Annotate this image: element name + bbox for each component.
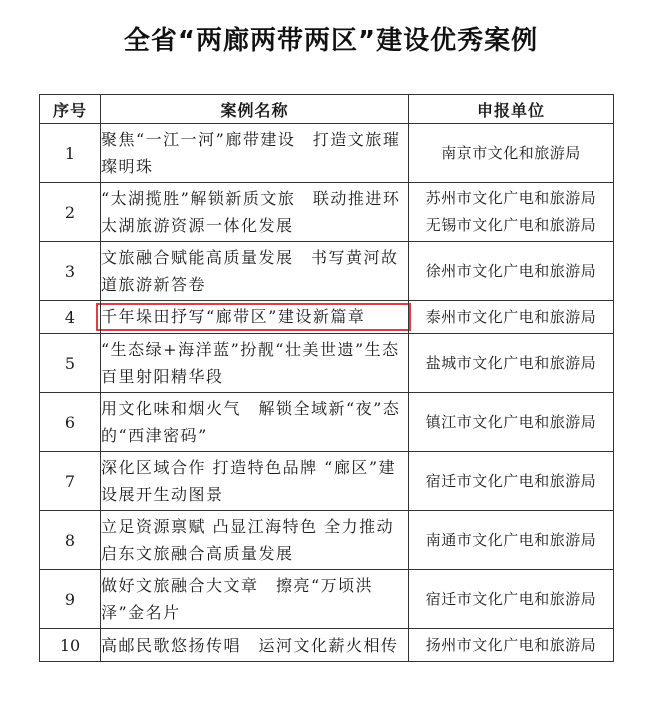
cases-table (39, 94, 614, 662)
case-name (101, 242, 409, 301)
reporting-unit-text: 无锡市文化广电和旅游局 (425, 216, 597, 234)
reporting-unit (409, 124, 614, 183)
case-name-text: 聚焦“一江一河”廊带建设 打造文旅璀璨明珠 (101, 130, 401, 176)
reporting-unit-text: 宿迁市文化广电和旅游局 (425, 589, 597, 608)
case-name (101, 334, 409, 393)
table-row-highlighted (40, 301, 614, 334)
reporting-unit-text: 宿迁市文化广电和旅游局 (425, 471, 597, 490)
table-row (40, 570, 614, 629)
case-name-text: 深化区域合作 打造特色品牌 “廊区”建设展开生动图景 (101, 458, 397, 504)
serial-number: 2 (40, 183, 101, 242)
serial-number: 4 (40, 301, 101, 334)
reporting-unit (409, 570, 614, 629)
serial-number: 1 (40, 124, 101, 183)
case-name-text: 高邮民歌悠扬传唱 运河文化薪火相传 (101, 635, 399, 655)
case-name-text: “太湖揽胜”解锁新质文旅 联动推进环太湖旅游资源一体化发展 (101, 189, 401, 235)
table-row (40, 242, 614, 301)
case-name-text: 立足资源禀赋 凸显江海特色 全力推动启东文旅融合高质量发展 (101, 517, 395, 563)
header-serial-number: 序号 (40, 95, 101, 124)
reporting-unit-text: 泰州市文化广电和旅游局 (425, 307, 597, 326)
reporting-unit (409, 393, 614, 452)
case-name-text: “生态绿+海洋蓝”扮靓“壮美世遗”生态百里射阳精华段 (101, 340, 400, 386)
document-title: 全省“两廊两带两区”建设优秀案例 (123, 26, 539, 56)
reporting-unit-text: 扬州市文化广电和旅游局 (425, 635, 597, 654)
serial-number: 7 (40, 452, 101, 511)
table-row (40, 124, 614, 183)
table-row (40, 183, 614, 242)
case-name (101, 452, 409, 511)
reporting-unit (409, 334, 614, 393)
table-row (40, 511, 614, 570)
table-header-row (40, 95, 614, 124)
serial-number: 9 (40, 570, 101, 629)
table-row (40, 452, 614, 511)
case-name (101, 629, 409, 662)
case-name (101, 301, 409, 334)
table-row (40, 393, 614, 452)
case-name (101, 393, 409, 452)
reporting-unit (409, 183, 614, 242)
serial-number: 5 (40, 334, 101, 393)
highlight-box: 千年垛田抒写“廊带区”建设新篇章 (96, 303, 411, 331)
reporting-unit (409, 301, 614, 334)
reporting-unit-text: 徐州市文化广电和旅游局 (425, 261, 597, 280)
reporting-unit-text: 盐城市文化广电和旅游局 (425, 353, 597, 372)
table-body (40, 124, 614, 662)
reporting-unit (409, 511, 614, 570)
reporting-unit-text: 苏州市文化广电和旅游局 (425, 189, 597, 207)
reporting-unit (409, 242, 614, 301)
serial-number: 8 (40, 511, 101, 570)
case-name (101, 570, 409, 629)
reporting-unit-text: 南通市文化广电和旅游局 (425, 530, 597, 549)
header-case-name: 案例名称 (101, 95, 409, 124)
case-name (101, 511, 409, 570)
serial-number: 3 (40, 242, 101, 301)
header-reporting-unit: 申报单位 (409, 95, 614, 124)
reporting-unit-text: 镇江市文化广电和旅游局 (425, 412, 597, 431)
case-name (101, 124, 409, 183)
case-name-text: 做好文旅融合大文章 擦亮“万顷洪泽”金名片 (101, 576, 374, 622)
table-row (40, 334, 614, 393)
case-name (101, 183, 409, 242)
reporting-unit (409, 629, 614, 662)
case-name-text: 用文化味和烟火气 解锁全域新“夜”态的“西津密码” (101, 399, 401, 445)
serial-number: 6 (40, 393, 101, 452)
case-name-text: 文旅融合赋能高质量发展 书写黄河故道旅游新答卷 (101, 248, 399, 294)
reporting-unit-text: 南京市文化和旅游局 (441, 143, 581, 162)
table-row (40, 629, 614, 662)
serial-number: 10 (40, 629, 101, 662)
reporting-unit (409, 452, 614, 511)
